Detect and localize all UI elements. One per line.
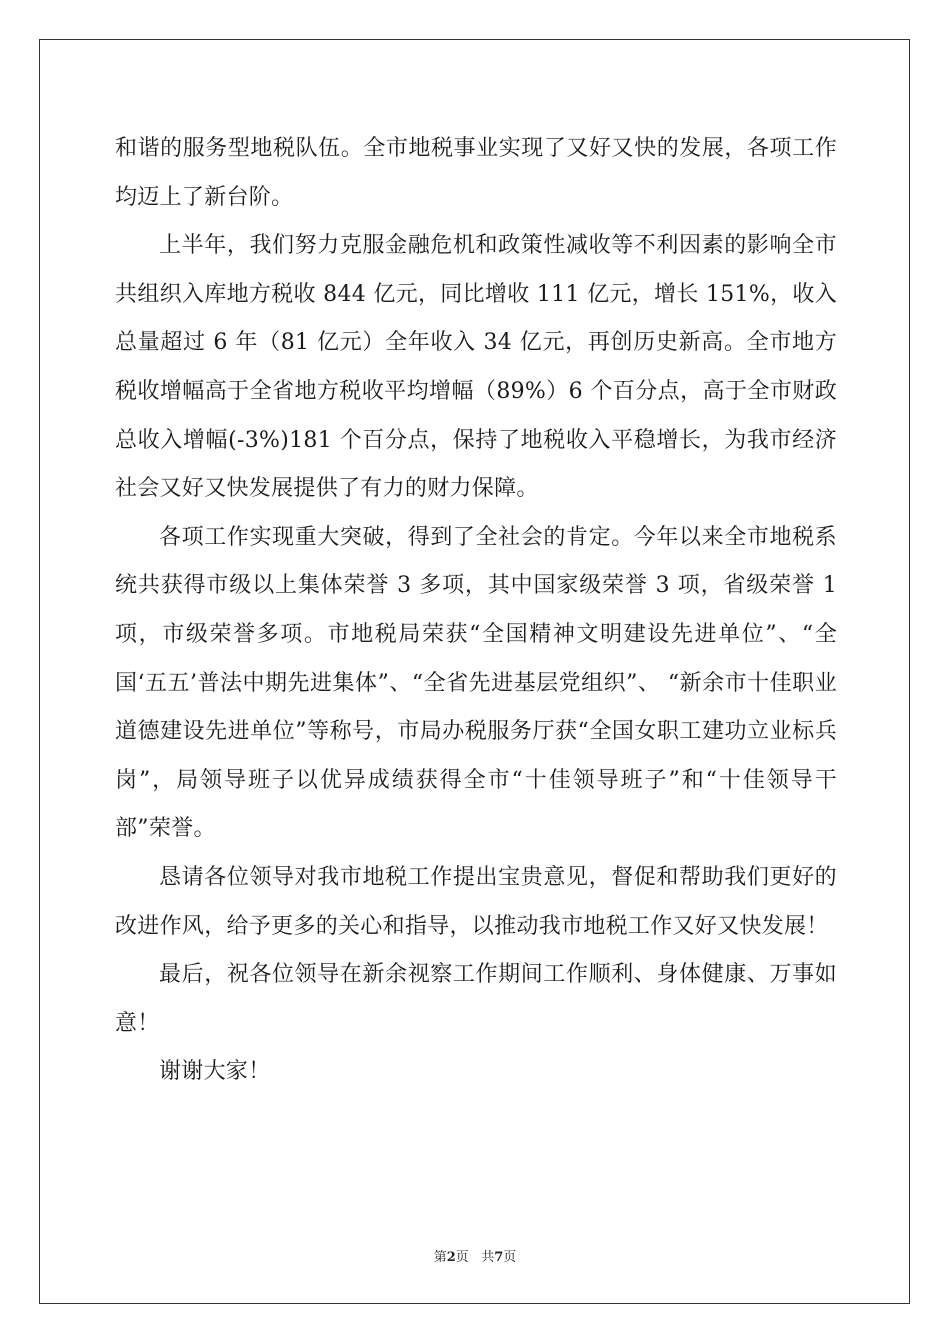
total-pages-number: 7 xyxy=(494,1250,504,1265)
paragraph-1: 和谐的服务型地税队伍。全市地税事业实现了又好又快的发展，各项工作均迈上了新台阶。 xyxy=(115,136,837,210)
document-body xyxy=(115,125,837,1097)
page-footer xyxy=(0,1246,950,1265)
paragraph-3: 各项工作实现重大突破，得到了全社会的肯定。今年以来全市地税系统共获得市级以上集体荣誉 3 多项，其中国家级荣誉 3 项，省级荣誉 1 项，市级荣誉多项。市地税局荣获“全国精神文明建设先进单位”、“全国‘五五’普法中期先进集体”、“全省先进基层党组织”、 “新余市十佳职业道德建设先进单位”等称号，市局办税服务厅获“全国女职工建功立业标兵岗”，局领导班子以优异成绩获得全市“十佳领导班子”和“十佳领导干部”荣誉。 xyxy=(115,524,837,842)
total-prefix: 共 xyxy=(481,1250,495,1265)
paragraph-6: 谢谢大家！ xyxy=(159,1059,271,1085)
paragraph-4: 恳请各位领导对我市地税工作提出宝贵意见，督促和帮助我们更好的改进作风，给予更多的关心和指导，以推动我市地税工作又好又快发展！ xyxy=(115,864,837,939)
page-suffix: 页 xyxy=(455,1250,469,1265)
page-prefix: 第 xyxy=(433,1250,447,1265)
total-suffix: 页 xyxy=(503,1250,517,1265)
paragraph-5: 最后，祝各位领导在新余视察工作期间工作顺利、身体健康、万事如意！ xyxy=(115,962,837,1036)
current-page-number: 2 xyxy=(446,1250,456,1265)
paragraph-2: 上半年，我们努力克服金融危机和政策性减收等不利因素的影响全市共组织入库地方税收 844 亿元，同比增收 111 亿元，增长 151%，收入总量超过 6 年（81 亿元）全年收入 34 亿元，再创历史新高。全市地方税收增幅高于全省地方税收平均增幅（89%）6 个百分点，高于全市财政总收入增幅(-3%)181 个百分点，保持了地税收入平稳增长，为我市经济社会又好又快发展提供了有力的财力保障。 xyxy=(115,233,837,502)
